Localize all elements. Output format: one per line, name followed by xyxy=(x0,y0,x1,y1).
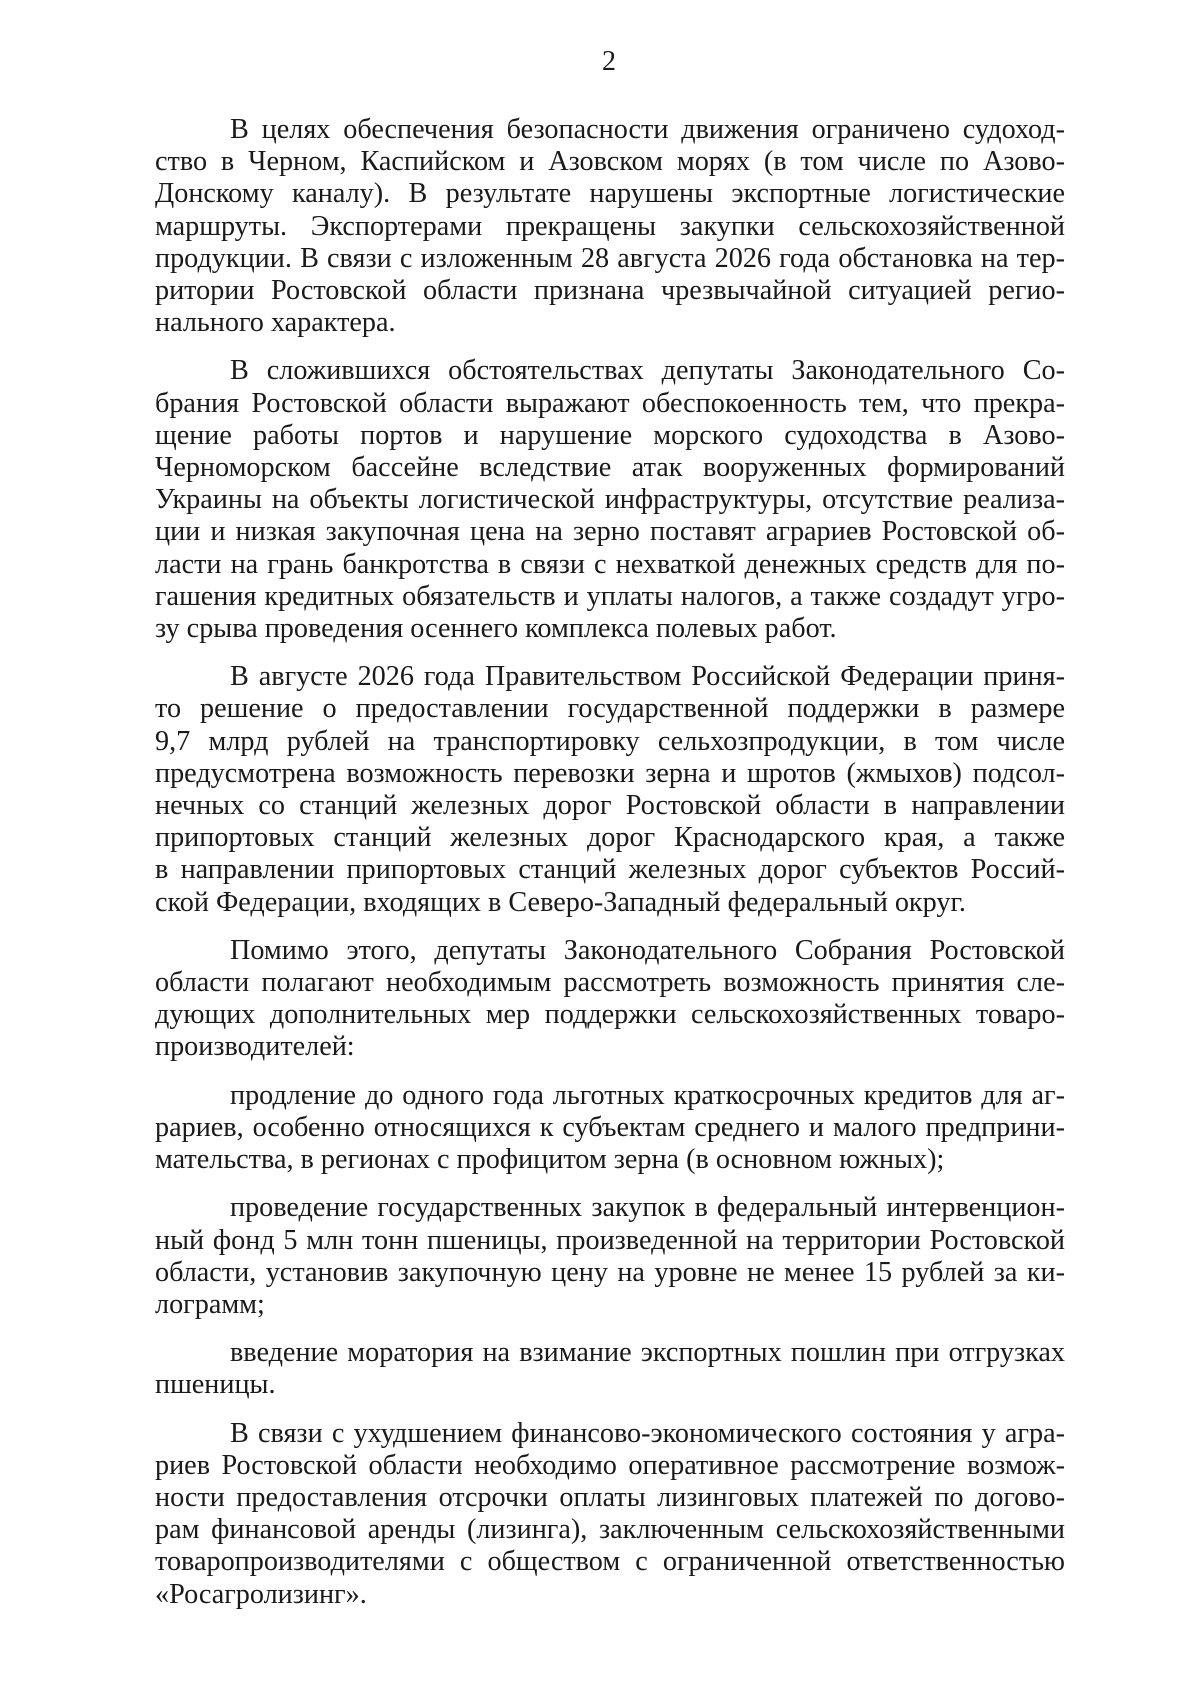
text-line: гашения кредитных обязательств и уплаты налогов, а также создадут угро- xyxy=(155,580,1065,612)
text-line: «Росагролизинг». xyxy=(155,1578,367,1610)
text-line: зу срыва проведения осеннего комплекса полевых работ. xyxy=(155,613,837,645)
text-line: Украины на объекты логистической инфраструктуры, отсутствие реализа- xyxy=(155,484,1065,516)
text-line: ласти на грань банкротства в связи с нехваткой денежных средств для по- xyxy=(155,548,1065,580)
paragraph xyxy=(155,1080,1065,1177)
text-line: 9,7 млрд рублей на транспортировку сельхозпродукции, в том числе xyxy=(155,725,1065,757)
text-line: ности предоставления отсрочки оплаты лизинговых платежей по догово- xyxy=(155,1481,1065,1513)
text-line: ство в Черном, Каспийском и Азовском морях (в том числе по Азово- xyxy=(155,146,1065,178)
text-line: В сложившихся обстоятельствах депутаты Законодательного Со- xyxy=(230,355,1065,387)
text-line: нечных со станций железных дорог Ростовской области в направлении xyxy=(155,790,1065,822)
text-line: продукции. В связи с изложенным 28 августа 2026 года обстановка на тер- xyxy=(155,242,1065,274)
paragraph xyxy=(155,935,1065,1064)
text-line: товаропроизводителями с обществом с ограниченной ответственностью xyxy=(155,1546,1065,1578)
text-line: то решение о предоставлении государственной поддержки в размере xyxy=(155,693,1065,725)
text-line: щение работы портов и нарушение морского судоходства в Азово- xyxy=(155,419,1065,451)
text-line: ции и низкая закупочная цена на зерно поставят аграриев Ростовской об- xyxy=(155,516,1065,548)
text-line: рариев, особенно относящихся к субъектам среднего и малого предприни- xyxy=(155,1111,1065,1143)
text-line: припортовых станций железных дорог Краснодарского края, а также xyxy=(155,822,1065,854)
text-line: проведение государственных закупок в федеральный интервенцион- xyxy=(230,1192,1065,1224)
text-line: В августе 2026 года Правительством Российской Федерации приня- xyxy=(230,661,1065,693)
paragraph xyxy=(155,114,1065,339)
text-line: области, установив закупочную цену на уровне не менее 15 рублей за ки- xyxy=(155,1256,1065,1288)
text-line: Черноморском бассейне вследствие атак вооруженных формирований xyxy=(155,452,1065,484)
text-line: ритории Ростовской области признана чрезвычайной ситуацией регио- xyxy=(155,275,1065,307)
text-line: риев Ростовской области необходимо оперативное рассмотрение возмож- xyxy=(155,1449,1065,1481)
text-line: ской Федерации, входящих в Северо-Западный федеральный округ. xyxy=(155,886,966,918)
paragraph xyxy=(155,661,1065,919)
document-body xyxy=(155,114,1065,1627)
text-line: В связи с ухудшением финансово-экономического состояния у агра- xyxy=(230,1417,1065,1449)
paragraph xyxy=(155,1418,1065,1611)
text-line: продление до одного года льготных краткосрочных кредитов для аг- xyxy=(230,1079,1065,1111)
text-line: Донскому каналу). В результате нарушены экспортные логистические xyxy=(155,178,1065,210)
text-line: области полагают необходимым рассмотреть возможность принятия сле- xyxy=(155,967,1065,999)
text-line: В целях обеспечения безопасности движения ограничено судоход- xyxy=(230,114,1065,145)
text-line: брания Ростовской области выражают обеспокоенность тем, что прекра- xyxy=(155,387,1065,419)
text-line: пшеницы. xyxy=(155,1369,276,1401)
paragraph xyxy=(155,1337,1065,1401)
text-line: производителей: xyxy=(155,1031,355,1063)
paragraph xyxy=(155,1192,1065,1321)
text-line: ный фонд 5 млн тонн пшеницы, произведенной на территории Ростовской xyxy=(155,1224,1065,1256)
text-line: введение моратория на взимание экспортных пошлин при отгрузках xyxy=(230,1337,1065,1369)
text-line: нального характера. xyxy=(155,307,396,339)
paragraph xyxy=(155,355,1065,645)
text-line: Помимо этого, депутаты Законодательного Собрания Ростовской xyxy=(230,934,1065,966)
text-line: маршруты. Экспортерами прекращены закупки сельскохозяйственной xyxy=(155,210,1065,242)
text-line: предусмотрена возможность перевозки зерна и шротов (жмыхов) подсол- xyxy=(155,757,1065,789)
text-line: мательства, в регионах с профицитом зерна (в основном южных); xyxy=(155,1144,945,1176)
page-number: 2 xyxy=(602,46,616,77)
text-line: дующих дополнительных мер поддержки сельскохозяйственных товаро- xyxy=(155,999,1065,1031)
text-line: в направлении припортовых станций железных дорог субъектов Россий- xyxy=(155,854,1065,886)
text-line: лограмм; xyxy=(155,1288,265,1320)
text-line: рам финансовой аренды (лизинга), заключенным сельскохозяйственными xyxy=(155,1514,1065,1546)
